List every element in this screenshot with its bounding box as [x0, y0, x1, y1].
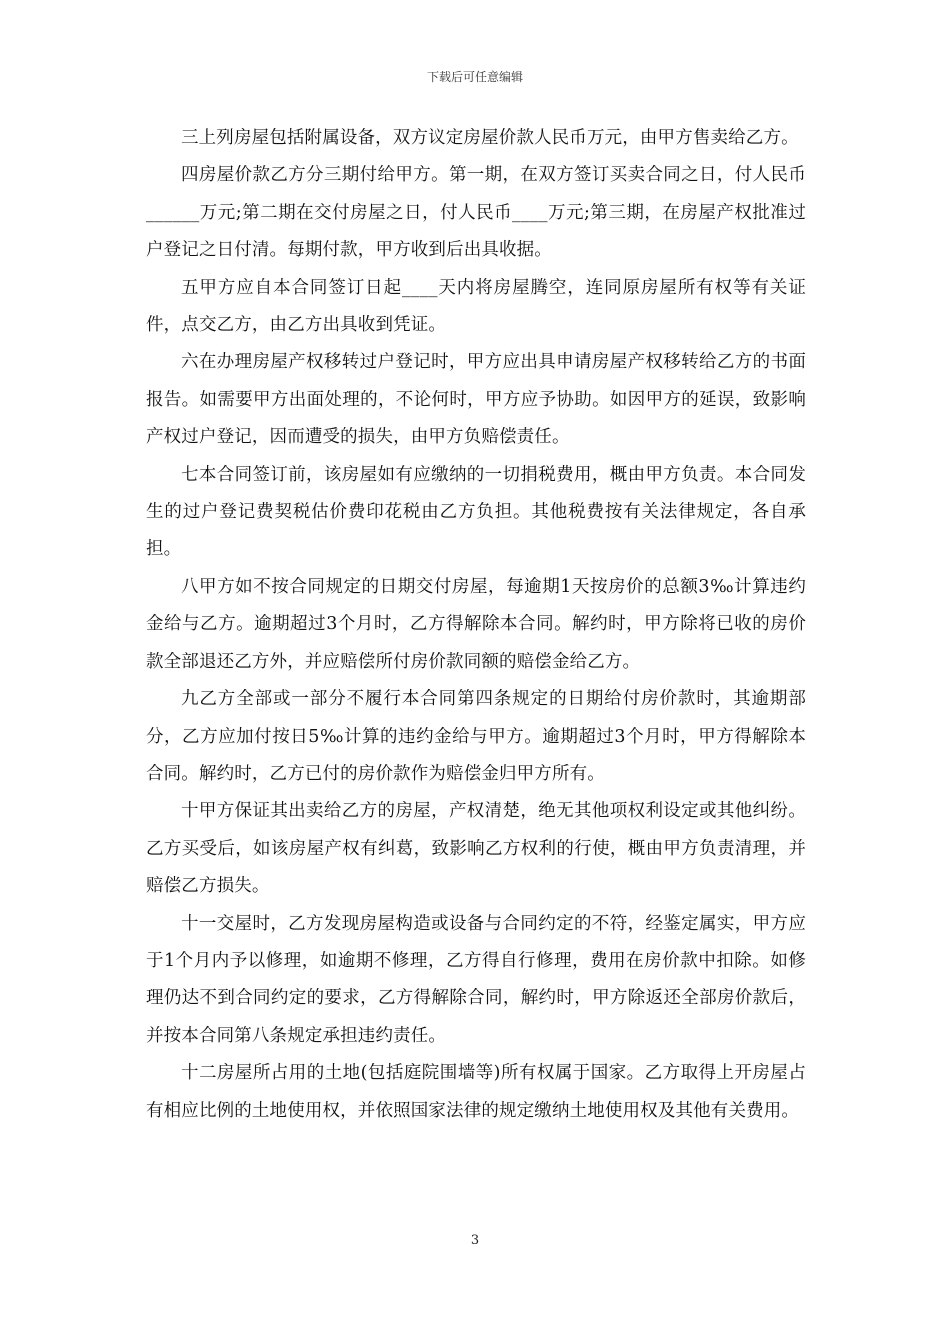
clause-9: 九乙方全部或一部分不履行本合同第四条规定的日期给付房价款时，其逾期部分，乙方应加付按日5‰计算的违约金给与甲方。逾期超过3个月时，甲方得解除本合同。解约时，乙方已付的房价款作为赔偿金归甲方所有。: [146, 689, 806, 784]
clause-12: 十二房屋所占用的土地(包括庭院围墙等)所有权属于国家。乙方取得上开房屋占有相应比例的土地使用权，并依照国家法律的规定缴纳土地使用权及其他有关费用。: [146, 1063, 806, 1121]
clause-4: 四房屋价款乙方分三期付给甲方。第一期，在双方签订买卖合同之日，付人民币______万元;第二期在交付房屋之日，付人民币____万元;第三期，在房屋产权批准过户登记之日付清。每期付款，甲方收到后出具收据。: [146, 165, 806, 261]
page-header: 下载后可任意编辑: [426, 70, 523, 84]
clause-8: 八甲方如不按合同规定的日期交付房屋，每逾期1天按房价的总额3‰计算违约金给与乙方。逾期超过3个月时，乙方得解除本合同。解约时，甲方除将已收的房价款全部退还乙方外，并应赔偿所付房价款同额的赔偿金给乙方。: [146, 576, 806, 672]
page-number: 3: [470, 1233, 480, 1248]
clause-10: 十甲方保证其出卖给乙方的房屋，产权清楚，绝无其他项权利设定或其他纠纷。乙方买受后，如该房屋产权有纠葛，致影响乙方权利的行使，概由甲方负责清理，并赔偿乙方损失。: [146, 801, 806, 897]
clause-7: 七本合同签订前，该房屋如有应缴纳的一切捐税费用，概由甲方负责。本合同发生的过户登记费契税估价费印花税由乙方负担。其他税费按有关法律规定，各自承担。: [146, 464, 806, 560]
clause-6: 六在办理房屋产权移转过户登记时，甲方应出具申请房屋产权移转给乙方的书面报告。如需要甲方出面处理的，不论何时，甲方应予协助。如因甲方的延误，致影响产权过户登记，因而遭受的损失，由甲方负赔偿责任。: [146, 352, 806, 448]
clause-11: 十一交屋时，乙方发现房屋构造或设备与合同约定的不符，经鉴定属实，甲方应于1个月内予以修理，如逾期不修理，乙方得自行修理，费用在房价款中扣除。如修理仍达不到合同约定的要求，乙方得解除合同，解约时，甲方除返还全部房价款后，并按本合同第八条规定承担违约责任。: [146, 913, 806, 1046]
clause-3: 三上列房屋包括附属设备，双方议定房屋价款人民币万元，由甲方售卖给乙方。: [181, 128, 799, 148]
contract-body: [146, 120, 806, 1130]
clause-5: 五甲方应自本合同签订日起____天内将房屋腾空，连同原房屋所有权等有关证件，点交乙方，由乙方出具收到凭证。: [146, 277, 806, 336]
